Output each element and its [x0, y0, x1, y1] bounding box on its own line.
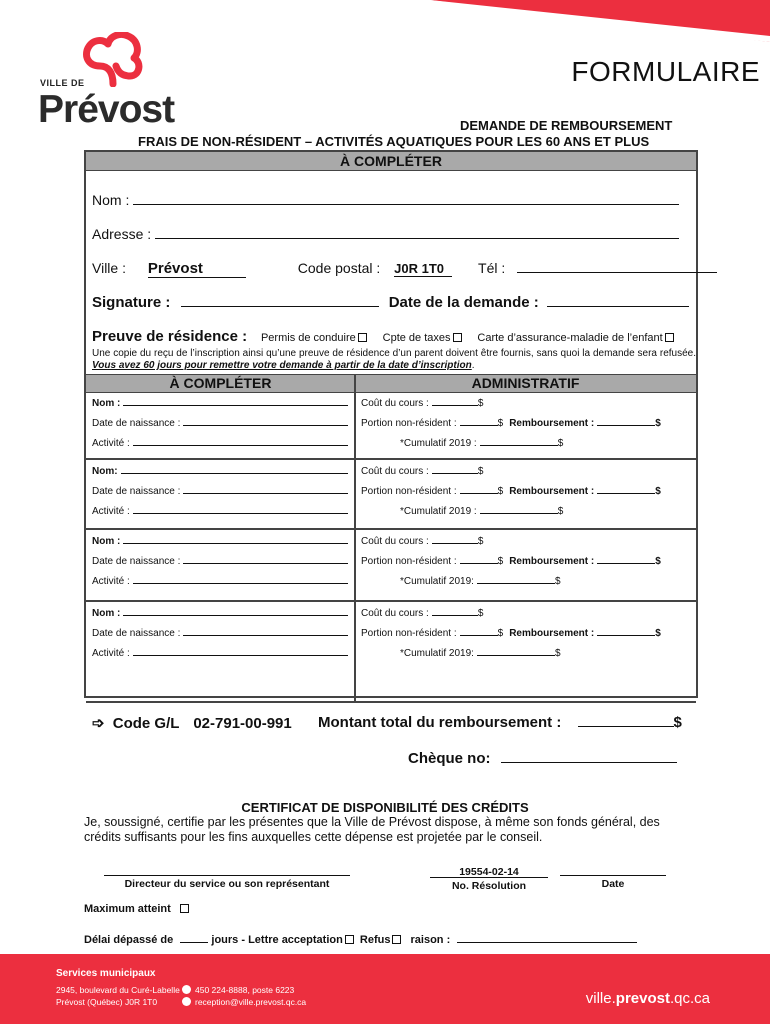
raison-field[interactable] — [457, 942, 637, 943]
resolution-value: 19554-02-14 — [430, 868, 548, 878]
refus-checkbox[interactable] — [392, 935, 401, 944]
code-gl-line — [92, 714, 292, 732]
participant-nom-row — [92, 466, 348, 477]
footer-phone: 450 224-8888, poste 6223 — [195, 985, 295, 995]
cumulatif-field[interactable] — [480, 513, 558, 514]
code-postal-label: Code postal : — [297, 260, 381, 276]
cheque-label: Chèque no: — [408, 750, 491, 767]
participant-nom-field[interactable] — [123, 405, 348, 406]
footer-title: Services municipaux — [56, 968, 156, 979]
directeur-label: Directeur du service ou son représentant — [124, 878, 330, 890]
certificate-text: Je, soussigné, certifie par les présentes que la Ville de Prévost dispose, à même son fonds général, des crédits suffisants pour les fins auxquelles cette dépense est projetée par le conseil. — [84, 815, 660, 844]
cumulatif-label: *Cumulatif 2019 : — [400, 438, 477, 449]
portion-row — [361, 556, 661, 567]
footer-address — [56, 984, 180, 1008]
participant-nom-label: Nom: — [92, 466, 118, 477]
cumulatif-field[interactable] — [477, 583, 555, 584]
note-text: Une copie du reçu de l’inscription ainsi qu’une preuve de résidence d’un parent doivent être fournis, sans quoi la demande sera refusée. — [92, 348, 696, 359]
participant-activite-label: Activité : — [92, 576, 130, 587]
participant-separator — [86, 600, 696, 602]
jours-label: jours - Lettre acceptation — [211, 934, 343, 946]
resolution-label: No. Résolution — [451, 880, 527, 892]
lettre-acceptation-checkbox[interactable] — [345, 935, 354, 944]
directeur-signature-line[interactable] — [104, 868, 350, 876]
participant-separator — [86, 528, 696, 530]
cout-row — [361, 608, 483, 619]
signature-label: Signature : — [92, 294, 171, 311]
cout-field[interactable] — [432, 615, 478, 616]
participant-naissance-row — [92, 486, 348, 497]
header-decoration — [430, 0, 770, 42]
cumulatif-label: *Cumulatif 2019 : — [400, 506, 477, 517]
phone-icon — [182, 985, 191, 994]
cout-dollar: $ — [477, 536, 484, 547]
cumulatif-row — [400, 648, 561, 659]
participant-activite-field[interactable] — [133, 513, 348, 514]
remboursement-field[interactable] — [597, 493, 655, 494]
montant-dollar: $ — [673, 714, 682, 731]
cout-dollar: $ — [477, 466, 484, 477]
participant-activite-row — [92, 506, 348, 517]
cumulatif-row — [400, 438, 563, 449]
cumulatif-field[interactable] — [480, 445, 558, 446]
option-carte-label: Carte d’assurance-maladie de l’enfant — [477, 332, 663, 344]
footer-website[interactable] — [586, 990, 710, 1007]
remboursement-dollar: $ — [655, 486, 661, 497]
preuve-residence-row — [92, 328, 674, 345]
signature-row — [92, 294, 689, 311]
delai-label: Délai dépassé de — [84, 934, 174, 946]
preuve-residence-label: Preuve de résidence : — [92, 328, 248, 345]
participant-activite-row — [92, 648, 348, 659]
form-type-label: FORMULAIRE — [571, 56, 760, 87]
portion-row — [361, 418, 661, 429]
cumulatif-dollar: $ — [557, 438, 564, 449]
date-demande-field[interactable] — [547, 306, 689, 307]
ville-field[interactable]: Prévost — [148, 260, 246, 278]
nom-row — [92, 192, 679, 208]
participant-naissance-row — [92, 628, 348, 639]
montant-total-line — [318, 714, 682, 731]
participant-separator — [86, 458, 696, 460]
cheque-field[interactable] — [501, 762, 677, 763]
note-end: . — [471, 360, 475, 371]
code-gl-value: 02-791-00-991 — [193, 715, 292, 732]
participant-naissance-field[interactable] — [183, 493, 348, 494]
participant-naissance-label: Date de naissance : — [92, 486, 181, 497]
maximum-atteint-row — [84, 903, 189, 915]
cumulatif-label: *Cumulatif 2019: — [400, 576, 474, 587]
cumulatif-field[interactable] — [477, 655, 555, 656]
footer — [0, 954, 770, 1024]
cert-date-label: Date — [601, 878, 625, 890]
directeur-signature — [104, 868, 350, 890]
arrow-right-icon: ➩ — [92, 715, 105, 732]
ville-row — [92, 260, 717, 278]
participant-naissance-label: Date de naissance : — [92, 556, 181, 567]
participant-nom-field[interactable] — [121, 473, 348, 474]
portion-dollar: $ — [497, 556, 504, 567]
portion-field[interactable] — [460, 635, 498, 636]
cout-row — [361, 398, 483, 409]
cout-dollar: $ — [477, 608, 484, 619]
adresse-field[interactable] — [155, 238, 679, 239]
footer-address-line1: 2945, boulevard du Curé-Labelle — [56, 985, 180, 995]
montant-total-field[interactable] — [578, 726, 674, 727]
participant-activite-label: Activité : — [92, 438, 130, 449]
ville-label: Ville : — [92, 260, 126, 276]
participant-nom-label: Nom : — [92, 536, 121, 547]
cheque-line — [408, 750, 677, 767]
admin-header: ADMINISTRATIF — [355, 374, 696, 393]
resolution-block — [430, 868, 548, 892]
ville-de-prevost-logo — [38, 32, 188, 131]
delai-row — [84, 934, 637, 946]
participant-activite-field[interactable] — [133, 655, 348, 656]
footer-contact — [182, 984, 306, 1008]
maximum-checkbox[interactable] — [180, 904, 189, 913]
web-prefix: ville. — [585, 990, 616, 1007]
portion-dollar: $ — [497, 418, 504, 429]
portion-dollar: $ — [497, 486, 504, 497]
remboursement-dollar: $ — [655, 628, 661, 639]
taxes-checkbox[interactable] — [453, 333, 462, 342]
request-form-box — [84, 150, 698, 767]
portion-row — [361, 628, 661, 639]
remboursement-dollar: $ — [655, 418, 661, 429]
cumulatif-dollar: $ — [554, 648, 561, 659]
participant-naissance-label: Date de naissance : — [92, 628, 181, 639]
participant-activite-label: Activité : — [92, 506, 130, 517]
carte-checkbox[interactable] — [665, 333, 674, 342]
cert-date-line[interactable] — [560, 868, 666, 876]
participants-header: À COMPLÉTER — [86, 374, 355, 393]
option-permis-label: Permis de conduire — [260, 332, 356, 344]
cout-label: Coût du cours : — [361, 398, 429, 409]
permis-checkbox[interactable] — [358, 333, 367, 342]
raison-label: raison : — [410, 934, 451, 946]
nom-field[interactable] — [133, 204, 679, 205]
adresse-row — [92, 226, 679, 242]
cumulatif-dollar: $ — [557, 506, 564, 517]
cout-row — [361, 466, 483, 477]
footer-address-line2: Prévost (Québec) J0R 1T0 — [56, 997, 158, 1007]
adresse-label: Adresse : — [92, 226, 152, 242]
web-suffix: .qc.ca — [669, 990, 710, 1007]
cumulatif-label: *Cumulatif 2019: — [400, 648, 474, 659]
cumulatif-row — [400, 576, 561, 587]
portion-field[interactable] — [460, 493, 498, 494]
code-postal-field[interactable]: J0R 1T0 — [394, 261, 452, 277]
participant-nom-row — [92, 608, 348, 619]
remboursement-dollar: $ — [655, 556, 661, 567]
participant-nom-label: Nom : — [92, 608, 121, 619]
signature-field[interactable] — [181, 306, 379, 307]
email-icon — [182, 997, 191, 1006]
participant-nom-field[interactable] — [123, 615, 348, 616]
cout-field[interactable] — [432, 543, 478, 544]
participant-activite-field[interactable] — [133, 583, 348, 584]
participant-naissance-label: Date de naissance : — [92, 418, 181, 429]
participant-naissance-field[interactable] — [183, 563, 348, 564]
footer-email[interactable]: reception@ville.prevost.qc.ca — [195, 997, 307, 1007]
participant-nom-field[interactable] — [123, 543, 348, 544]
cout-label: Coût du cours : — [361, 466, 429, 477]
certificate-title: CERTIFICAT DE DISPONIBILITÉ DES CRÉDITS — [241, 800, 529, 815]
code-gl-label: Code G/L — [112, 715, 180, 732]
portion-label: Portion non-résident : — [361, 418, 457, 429]
residence-note — [92, 348, 696, 372]
portion-label: Portion non-résident : — [361, 556, 457, 567]
remboursement-label: Remboursement : — [509, 418, 595, 429]
remboursement-field[interactable] — [597, 635, 655, 636]
cumulatif-dollar: $ — [554, 576, 561, 587]
cout-row — [361, 536, 483, 547]
tel-field[interactable] — [517, 272, 717, 273]
tel-label: Tél : — [478, 260, 506, 276]
portion-row — [361, 486, 661, 497]
remboursement-label: Remboursement : — [509, 556, 595, 567]
logo-name-text: Prévost — [38, 88, 175, 131]
totals-separator — [86, 701, 696, 703]
document-subtitle: FRAIS DE NON-RÉSIDENT – ACTIVITÉS AQUATIQUES POUR LES 60 ANS ET PLUS — [138, 134, 650, 149]
option-taxes-label: Cpte de taxes — [382, 332, 451, 344]
delai-jours-field[interactable] — [180, 942, 208, 943]
remboursement-field[interactable] — [597, 563, 655, 564]
refus-label: Refus — [359, 934, 391, 946]
participant-naissance-field[interactable] — [183, 425, 348, 426]
logo-ville-text: VILLE DE — [40, 78, 85, 88]
cumulatif-row — [400, 506, 563, 517]
note-deadline: Vous avez 60 jours pour remettre votre demande à partir de la date d’inscription — [92, 360, 472, 371]
portion-label: Portion non-résident : — [361, 486, 457, 497]
participant-nom-label: Nom : — [92, 398, 121, 409]
participant-activite-row — [92, 438, 348, 449]
web-bold: prevost — [615, 990, 670, 1007]
logo-tree-icon — [78, 32, 148, 87]
date-demande-label: Date de la demande : — [388, 294, 539, 311]
participant-activite-field[interactable] — [133, 445, 348, 446]
cert-date-block — [560, 868, 666, 890]
participant-activite-row — [92, 576, 348, 587]
montant-total-label: Montant total du remboursement : — [318, 714, 562, 731]
maximum-label: Maximum atteint — [84, 903, 171, 915]
nom-label: Nom : — [92, 192, 130, 208]
portion-label: Portion non-résident : — [361, 628, 457, 639]
remboursement-field[interactable] — [597, 425, 655, 426]
document-title: DEMANDE DE REMBOURSEMENT — [460, 118, 673, 133]
cout-label: Coût du cours : — [361, 536, 429, 547]
cout-field[interactable] — [432, 473, 478, 474]
remboursement-label: Remboursement : — [509, 628, 595, 639]
participant-naissance-row — [92, 418, 348, 429]
participant-nom-row — [92, 536, 348, 547]
section-header-complete: À COMPLÉTER — [86, 152, 696, 171]
cout-label: Coût du cours : — [361, 608, 429, 619]
portion-field[interactable] — [460, 563, 498, 564]
column-divider — [354, 374, 356, 701]
participant-naissance-row — [92, 556, 348, 567]
remboursement-label: Remboursement : — [509, 486, 595, 497]
cout-dollar: $ — [477, 398, 484, 409]
portion-dollar: $ — [497, 628, 504, 639]
portion-field[interactable] — [460, 425, 498, 426]
cout-field[interactable] — [432, 405, 478, 406]
participant-naissance-field[interactable] — [183, 635, 348, 636]
participant-activite-label: Activité : — [92, 648, 130, 659]
participant-nom-row — [92, 398, 348, 409]
